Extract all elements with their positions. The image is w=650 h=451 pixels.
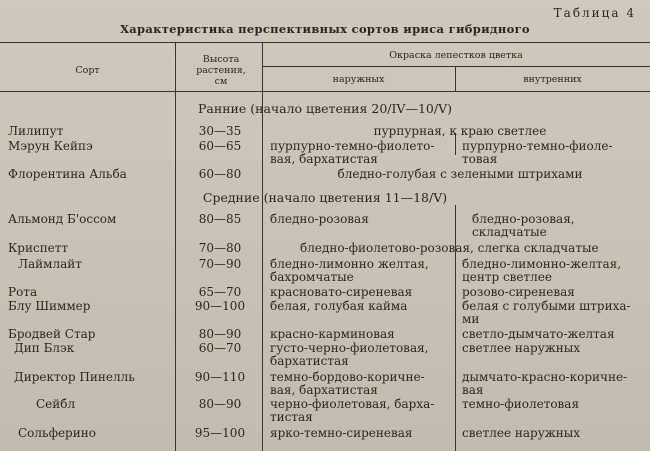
row-sort: Мэрун Кейпэ	[8, 139, 93, 153]
row-color-both: пурпурная, к краю светлее	[373, 124, 547, 138]
row-height: 90—100	[194, 299, 246, 313]
row-sort: Флорентина Альба	[8, 167, 127, 181]
row-color-outer: ярко-темно-сиреневая	[270, 426, 413, 440]
row-color-inner: дымчато-красно-коричне- вая	[462, 370, 628, 397]
header-outer: наружных	[332, 74, 385, 85]
row-color-inner: светлее наружных	[462, 341, 581, 355]
row-sort: Блу Шиммер	[8, 299, 91, 313]
row-color-outer: черно-фиолетовая, барха- тистая	[270, 397, 435, 424]
row-height: 70—80	[198, 241, 242, 255]
row-height: 60—80	[198, 167, 242, 181]
row-color-inner: темно-фиолетовая	[462, 397, 580, 411]
header-color-group: Окраска лепестков цветка	[389, 50, 523, 61]
row-color-inner: пурпурно-темно-фиоле- товая	[462, 139, 613, 166]
row-sort: Лилипут	[8, 124, 64, 138]
row-height: 80—90	[198, 397, 242, 411]
row-color-both: бледно-фиолетово-розовая, слегка складчатые	[300, 241, 599, 255]
row-color-outer: бледно-лимонно желтая, бахромчатые	[270, 257, 429, 284]
header-height: Высота растения, см	[196, 54, 246, 87]
section-title-early: Ранние (начало цветения 20/IV—10/V)	[198, 101, 452, 116]
row-color-outer: пурпурно-темно-фиолето- вая, бархатистая	[270, 139, 435, 166]
section-title-middle: Средние (начало цветения 11—18/V)	[202, 190, 448, 205]
row-color-inner: бледно-розовая, складчатые	[472, 212, 575, 239]
row-height: 80—90	[198, 327, 242, 341]
table-number: Таблица 4	[553, 6, 636, 20]
row-sort: Криспетт	[8, 241, 69, 255]
row-height: 60—65	[198, 139, 242, 153]
row-color-inner: розово-сиреневая	[462, 285, 575, 299]
table-title: Характеристика перспективных сортов ириса гибридного	[120, 22, 530, 36]
row-color-inner: светлее наружных	[462, 426, 581, 440]
color-subheader-rule	[262, 66, 650, 67]
row-color-inner: белая с голубыми штриха- ми	[462, 299, 631, 326]
row-height: 95—100	[194, 426, 246, 440]
row-sort: Сейбл	[36, 397, 76, 411]
row-sort: Сольферино	[18, 426, 96, 440]
row-sort: Рота	[8, 285, 38, 299]
row-height: 90—110	[194, 370, 246, 384]
row-height: 60—70	[198, 341, 242, 355]
row-color-inner: светло-дымчато-желтая	[462, 327, 615, 341]
row-sort: Лаймлайт	[18, 257, 82, 271]
header-sort: Сорт	[75, 65, 100, 76]
header-inner: внутренних	[523, 74, 582, 85]
row-color-outer: красно-карминовая	[270, 327, 395, 341]
row-color-outer: белая, голубая кайма	[270, 299, 408, 313]
row-height: 65—70	[198, 285, 242, 299]
row-height: 30—35	[198, 124, 242, 138]
row-color-outer: темно-бордово-коричне- вая, бархатистая	[270, 370, 425, 397]
row-color-both: бледно-голубая с зелеными штрихами	[337, 167, 583, 181]
row-sort: Директор Пинелль	[14, 370, 135, 384]
row-sort: Альмонд Б'оссом	[8, 212, 117, 226]
row-color-outer: бледно-розовая	[270, 212, 369, 226]
row-sort: Бродвей Стар	[8, 327, 96, 341]
header-top-rule	[0, 42, 650, 43]
header-bottom-rule	[0, 91, 650, 92]
row-sort: Дип Блэк	[14, 341, 75, 355]
row-height: 80—85	[198, 212, 242, 226]
row-color-outer: красновато-сиреневая	[270, 285, 413, 299]
row-height: 70—90	[198, 257, 242, 271]
row-color-outer: густо-черно-фиолетовая, бархатистая	[270, 341, 429, 368]
row-color-inner: бледно-лимонно-желтая, центр светлее	[462, 257, 622, 284]
